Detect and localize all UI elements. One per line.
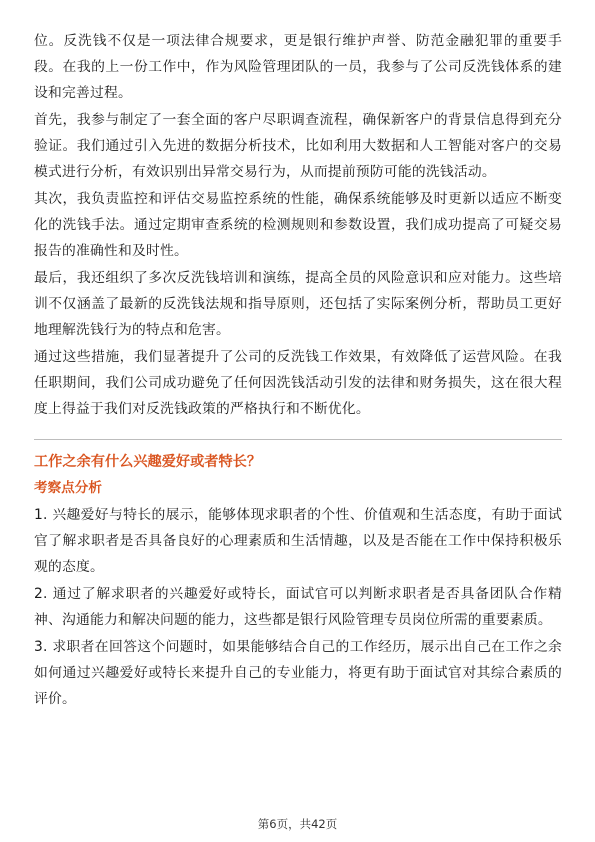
page-number: 第6页，共42页: [257, 817, 338, 831]
answer-paragraph: 其次，我负责监控和评估交易监控系统的性能，确保系统能够及时更新以适应不断变化的洗钱手法。通过定期审查系统的检测规则和参数设置，我们成功提高了可疑交易报告的准确性和及时性。: [34, 191, 562, 259]
answer-paragraph: 通过这些措施，我们显著提升了公司的反洗钱工作效果，有效降低了运营风险。在我任职期间，我们公司成功避免了任何因洗钱活动引发的法律和财务损失，这在很大程度上得益于我们对反洗钱政策的严格执行和不断优化。: [34, 349, 562, 417]
answer-paragraph: 首先，我参与制定了一套全面的客户尽职调查流程，确保新客户的背景信息得到充分验证。我们通过引入先进的数据分析技术，比如利用大数据和人工智能对客户的交易模式进行分析，有效识别出异常交易行为，从而提前预防可能的洗钱活动。: [34, 112, 562, 180]
analysis-point: 1. 兴趣爱好与特长的展示，能够体现求职者的个性、价值观和生活态度，有助于面试官了解求职者是否具备良好的心理素质和生活情趣，以及是否能在工作中保持积极乐观的态度。: [34, 507, 562, 575]
section-divider: [34, 439, 562, 440]
analysis-label: 考察点分析: [34, 480, 102, 496]
analysis-point: 2. 通过了解求职者的兴趣爱好或特长，面试官可以判断求职者是否具备团队合作精神、沟通能力和解决问题的能力，这些都是银行风险管理专员岗位所需的重要素质。: [34, 586, 562, 628]
answer-paragraph: 最后，我还组织了多次反洗钱培训和演练，提高全员的风险意识和应对能力。这些培训不仅涵盖了最新的反洗钱法规和指导原则，还包括了实际案例分析，帮助员工更好地理解洗钱行为的特点和危害。: [34, 270, 562, 338]
document-page: [34, 28, 562, 713]
analysis-point: 3. 求职者在回答这个问题时，如果能够结合自己的工作经历，展示出自己在工作之余如何通过兴趣爱好或特长来提升自己的专业能力，将更有助于面试官对其综合素质的评价。: [34, 639, 562, 707]
question-title: 工作之余有什么兴趣爱好或者特长？: [34, 454, 262, 470]
answer-paragraph: 位。反洗钱不仅是一项法律合规要求，更是银行维护声誉、防范金融犯罪的重要手段。在我的上一份工作中，作为风险管理团队的一员，我参与了公司反洗钱体系的建设和完善过程。: [34, 33, 562, 101]
